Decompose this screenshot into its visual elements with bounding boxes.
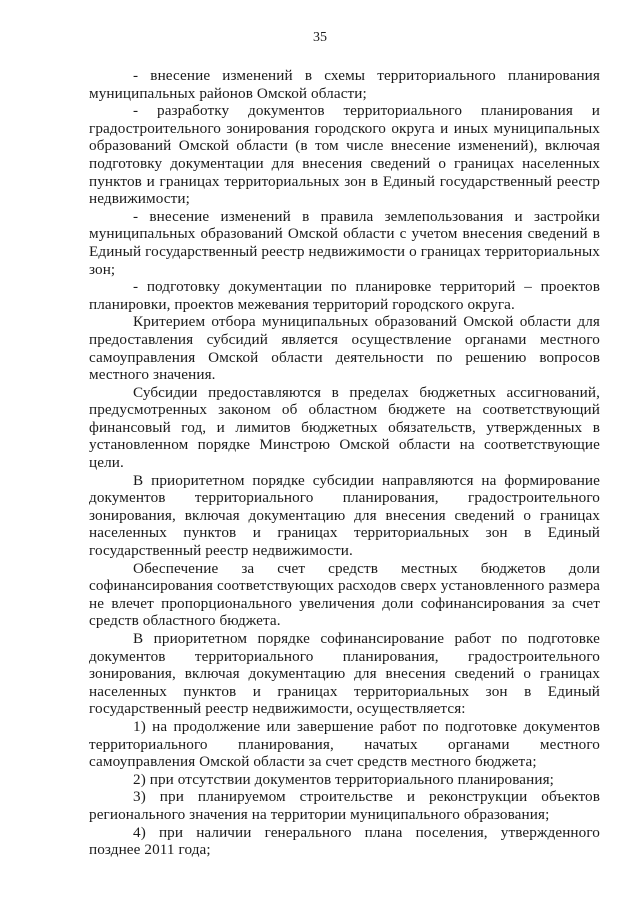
paragraph: Обеспечение за счет средств местных бюджетов доли софинансирования соответствующих расходов сверх установленного размера не влечет пропорционального увеличения доли софинансирования за счет средств областного бюджета. — [89, 559, 600, 630]
paragraph: В приоритетном порядке субсидии направляются на формирование документов территориального планирования, градостроительного зонирования, включая документацию для внесения сведений о границах населенных пунктов и границах территориальных зон в Единый государственный реестр недвижимости. — [89, 471, 600, 560]
list-item: 2) при отсутствии документов территориального планирования; — [133, 770, 554, 788]
paragraph: В приоритетном порядке софинансирование работ по подготовке документов территориального планирования, градостроительного зонирования, включая документацию для внесения сведений о границах населенных пунктов и границах территориальных зон в Единый государственный реестр недвижимости, осуществляется: — [89, 630, 600, 718]
document-body — [89, 67, 600, 859]
list-item: 1) на продолжение или завершение работ по подготовке документов территориального планирования, начатых органами местного самоуправления Омской области за счет средств местного бюджета; — [89, 717, 600, 771]
paragraph: - разработку документов территориального планирования и градостроительного зонирования городского округа и иных муниципальных образований Омской области (в том числе внесение изменений), включая подготовку документации для внесения сведений о границах населенных пунктов и границах территориальных зон в Единый государственный реестр недвижимости; — [89, 102, 600, 208]
paragraph: - подготовку документации по планировке территорий – проектов планировки, проектов межевания территорий городского округа. — [89, 278, 600, 313]
list-item: 4) при наличии генерального плана поселения, утвержденного позднее 2011 года; — [89, 823, 600, 859]
paragraph: - внесение изменений в правила землепользования и застройки муниципальных образований Омской области с учетом внесения сведений в Единый государственный реестр недвижимости о границах территориальных зон; — [89, 207, 600, 278]
paragraph: Субсидии предоставляются в пределах бюджетных ассигнований, предусмотренных законом об областном бюджете на соответствующий финансовый год, и лимитов бюджетных обязательств, утвержденных в установленном порядке Минстрою Омской области на соответствующие цели. — [89, 383, 600, 472]
paragraph: - внесение изменений в схемы территориального планирования муниципальных районов Омской области; — [89, 67, 600, 102]
paragraph: Критерием отбора муниципальных образований Омской области для предоставления субсидий является осуществление органами местного самоуправления Омской области деятельности по решению вопросов местного значения. — [89, 313, 600, 384]
page-number: 35 — [313, 30, 327, 45]
list-item: 3) при планируемом строительстве и реконструкции объектов регионального значения на территории муниципального образования; — [89, 788, 600, 823]
